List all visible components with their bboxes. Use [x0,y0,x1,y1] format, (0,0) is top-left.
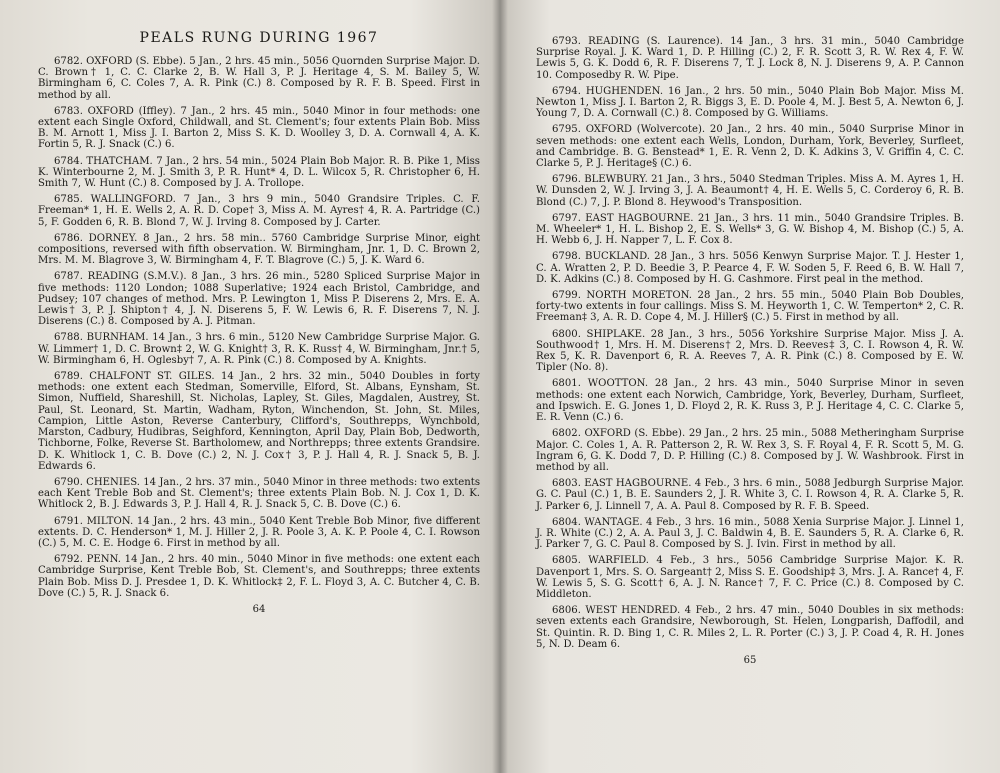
peal-entry: 6791. MILTON. 14 Jan., 2 hrs. 43 min., 5040 Kent Treble Bob Minor, five different extents. D. C. Henderson* 1, M. J. Hiller 2, J. R. Poole 3, A. K. P. Poole 4, C. I. Rowson (C.) 5, M. C. E. Hodge 6. First in method by all. [38,515,480,549]
peal-entry: 6786. DORNEY. 8 Jan., 2 hrs. 58 min.. 5760 Cambridge Surprise Minor, eight compositions, reversed with fifth observation. W. Birmingham, Jnr. 1, D. C. Brown 2, Mrs. M. M. Blagrove 3, W. Birmingham 4, F. T. Blagrove (C.) 5, J. K. Ward 6. [38,232,480,267]
page-number: 64 [252,603,266,615]
peal-entry: 6804. WANTAGE. 4 Feb., 3 hrs. 16 min., 5088 Xenia Surprise Major. J. Linnel 1, J. R. White (C.) 2, A. A. Paul 3, J. C. Baldwin 4, B. E. Saunders 5, R. A. Clarke 6, R. J. Parker 7, G. C. Paul 8. Composed by S. J. Ivin. First in method by all. [536,516,964,551]
peal-entry: 6789. CHALFONT ST. GILES. 14 Jan., 2 hrs. 32 min., 5040 Doubles in forty methods: one extent each Stedman, Somerville, Elford, St. Albans, Eynsham, St. Simon, Nuffield, Shareshill, St. Nicholas, Lapley, St. Giles, Magdalen, Austrey, St. Paul, St. Leonard, St. Martin, Wadham, Ryton, Winchendon, St. John, St. Miles, Campion, Little Aston, Reverse Canterbury, Clifford's, Southrepps, Wynchbold, Marston, Cadbury, Hudibras, Seighford, Kennington, April Day, Plain Bob, Dedworth, Tichborne, Folke, Reverse St. Bartholomew, and Northrepps; three extents Grandsire. D. K. Whitlock 1, C. B. Dove (C.) 2, N. J. Cox† 3, P. J. Hall 4, R. J. Snack 5, B. J. Edwards 6. [38,371,480,472]
peal-entry: 6784. THATCHAM. 7 Jan., 2 hrs. 54 min., 5024 Plain Bob Major. R. B. Pike 1, Miss K. Winterbourne 2, M. J. Smith 3, P. R. Hunt* 4, D. L. Wilcox 5, R. Christopher 6, H. Smith 7, W. Hunt (C.) 8. Composed by J. A. Trollope. [38,155,480,190]
peal-entry: 6792. PENN. 14 Jan., 2 hrs. 40 min., 5040 Minor in five methods: one extent each Cambridge Surprise, Kent Treble Bob, St. Clement's, and Southrepps; three extents Plain Bob. Miss D. J. Presdee 1, D. K. Whitlock‡ 2, F. L. Floyd 3, A. C. Butcher 4, C. B. Dove (C.) 5, R. J. Snack 6. [38,554,480,599]
peal-entry: 6782. OXFORD (S. Ebbe). 5 Jan., 2 hrs. 45 min., 5056 Quornden Surprise Major. D. C. Brown† 1, C. C. Clarke 2, B. W. Hall 3, P. J. Heritage 4, S. M. Bailey 5, W. Birmingham 6, C. Coles 7, A. R. Pink (C.) 8. Composed by R. F. B. Speed. First in method by all. [38,56,480,101]
peal-entry: 6787. READING (S.M.V.). 8 Jan., 3 hrs. 26 min., 5280 Spliced Surprise Major in five methods: 1120 London; 1088 Superlative; 1924 each Bristol, Cambridge, and Pudsey; 107 changes of method. Mrs. P. Lewington 1, Miss P. Diserens 2, Mrs. E. A. Lewis† 3, P. J. Shipton† 4, J. N. Diserens 5, F. W. Lewis 6, R. F. Diserens 7, N. J. Diserens (C.) 8. Composed by A. J. Pitman. [38,271,480,328]
peal-entry: 6806. WEST HENDRED. 4 Feb., 2 hrs. 47 min., 5040 Doubles in six methods: seven extents each Grandsire, Newborough, St. Helen, Longparish, Daffodil, and St. Quintin. R. D. Bing 1, C. R. Miles 2, L. R. Porter (C.) 3, J. P. Coad 4, R. H. Jones 5, N. D. Deam 6. [536,605,964,650]
peal-entry: 6803. EAST HAGBOURNE. 4 Feb., 3 hrs. 6 min., 5088 Jedburgh Surprise Major. G. C. Paul (C.) 1, B. E. Saunders 2, J. R. White 3, C. I. Rowson 4, R. A. Clarke 5, R. J. Parker 6, J. Linnell 7, A. A. Paul 8. Composed by R. F. B. Speed. [536,478,964,512]
peal-entry: 6801. WOOTTON. 28 Jan., 2 hrs. 43 min., 5040 Surprise Minor in seven methods: one extent each Norwich, Cambridge, York, Beverley, Durham, Surfleet, and Ipswich. E. G. Jones 1, D. Floyd 2, R. K. Russ 3, P. J. Heritage 4, C. C. Clarke 5, E. R. Venn (C.) 6. [536,378,964,424]
peal-entry: 6799. NORTH MORETON. 28 Jan., 2 hrs. 55 min., 5040 Plain Bob Doubles, forty-two extents in four callings. Miss S. M. Heyworth 1, C. W. Temperton* 2, C. R. Freeman‡ 3, A. R. D. Cope 4, M. J. Hiller§ (C.) 5. First in method by all. [536,290,964,324]
peal-entry: 6788. BURNHAM. 14 Jan., 3 hrs. 6 min., 5120 New Cambridge Surprise Major. G. W. Limmer† 1, D. C. Brown‡ 2, W. G. Knight† 3, R. K. Russ† 4, W. Birmingham, Jnr.† 5, W. Birmingham 6, H. Oglesby† 7, A. R. Pink (C.) 8. Composed by A. Knights. [38,332,480,366]
right-page [500,0,1000,773]
peal-entry: 6805. WARFIELD. 4 Feb., 3 hrs., 5056 Cambridge Surprise Major. K. R. Davenport 1, Mrs. S. O. Sargeant† 2, Miss S. E. Goodship‡ 3, Mrs. J. A. Rance† 4, F. W. Lewis 5, S. G. Scott† 6, A. J. N. Rance† 7, F. C. Price (C.) 8. Composed by C. Middleton. [536,555,964,600]
peal-entry: 6785. WALLINGFORD. 7 Jan., 3 hrs 9 min., 5040 Grandsire Triples. C. F. Freeman* 1, H. E. Wells 2, A. R. D. Cope† 3, Miss A. M. Ayres† 4, R. A. Partridge (C.) 5, F. Godden 6, R. B. Blond 7, W. J. Irving 8. Composed by J. Carter. [38,194,480,228]
peal-entry: 6795. OXFORD (Wolvercote). 20 Jan., 2 hrs. 40 min., 5040 Surprise Minor in seven methods: one extent each Wells, London, Durham, York, Beverley, Surfleet, and Cambridge. B. G. Benstead* 1, E. R. Venn 2, D. K. Adkins 3, V. Griffin 4, C. C. Clarke 5, P. J. Heritage§ (C.) 6. [536,124,964,170]
peal-entry: 6783. OXFORD (Iffley). 7 Jan., 2 hrs. 45 min., 5040 Minor in four methods: one extent each Single Oxford, Childwall, and St. Clement's; four extents Plain Bob. Miss B. M. Arnott 1, Miss J. I. Barton 2, Miss S. K. D. Woolley 3, D. A. Cornwall 4, A. K. Fortin 5, R. J. Snack (C.) 6. [38,105,480,151]
peal-entry: 6790. CHENIES. 14 Jan., 2 hrs. 37 min., 5040 Minor in three methods: two extents each Kent Treble Bob and St. Clement's; three extents Plain Bob. N. J. Cox 1, D. K. Whitlock 2, B. J. Edwards 3, P. J. Hall 4, R. J. Snack 5, C. B. Dove (C.) 6. [38,476,480,511]
peal-entry: 6800. SHIPLAKE. 28 Jan., 3 hrs., 5056 Yorkshire Surprise Major. Miss J. A. Southwood† 1, Mrs. H. M. Diserens† 2, Mrs. D. Reeves‡ 3, C. I. Rowson 4, R. W. Rex 5, K. R. Davenport 6, R. A. Reeves 7, A. R. Pink (C.) 8. Composed by E. W. Tipler (No. 8). [536,328,964,374]
book-gutter [492,0,508,773]
peal-entry: 6798. BUCKLAND. 28 Jan., 3 hrs. 5056 Kenwyn Surprise Major. T. J. Hester 1, C. A. Wratten 2, P. D. Beedie 3, P. Pearce 4, F. W. Soden 5, F. Reed 6, B. W. Hall 7, D. K. Adkins (C.) 8. Composed by H. G. Cashmore. First peal in the method. [536,251,964,285]
page-number: 65 [743,654,757,666]
page-heading: PEALS RUNG DURING 1967 [139,30,379,46]
peal-entry: 6794. HUGHENDEN. 16 Jan., 2 hrs. 50 min., 5040 Plain Bob Major. Miss M. Newton 1, Miss J. I. Barton 2, R. Biggs 3, E. D. Poole 4, M. J. Best 5, A. Newton 6, J. Young 7, D. A. Cornwall (C.) 8. Composed by G. Williams. [536,85,964,120]
peal-entry: 6797. EAST HAGBOURNE. 21 Jan., 3 hrs. 11 min., 5040 Grandsire Triples. B. M. Wheeler* 1, H. L. Bishop 2, E. S. Wells* 3, G. W. Bishop 4, M. Bishop (C.) 5, A. H. Webb 6, J. H. Napper 7, L. F. Cox 8. [536,212,964,247]
peal-entry: 6796. BLEWBURY. 21 Jan., 3 hrs., 5040 Stedman Triples. Miss A. M. Ayres 1, H. W. Dunsden 2, W. J. Irving 3, J. A. Beaumont† 4, H. E. Wells 5, C. Corderoy 6, R. B. Blond (C.) 7, J. P. Blond 8. Heywood's Transposition. [536,174,964,208]
peal-entry: 6802. OXFORD (S. Ebbe). 29 Jan., 2 hrs. 25 min., 5088 Metheringham Surprise Major. C. Coles 1, A. R. Patterson 2, R. W. Rex 3, S. F. Royal 4, F. R. Scott 5, M. G. Ingram 6, G. K. Dodd 7, D. P. Hilling (C.) 8. Composed by J. W. Washbrook. First in method by all. [536,428,964,473]
peal-entry: 6793. READING (S. Laurence). 14 Jan., 3 hrs. 31 min., 5040 Cambridge Surprise Royal. J. K. Ward 1, D. P. Hilling (C.) 2, F. R. Scott 3, R. W. Rex 4, F. W. Lewis 5, G. K. Dodd 6, R. F. Diserens 7, T. J. Lock 8, N. J. Diserens 9, A. P. Cannon 10. Composedby R. W. Pipe. [536,36,964,81]
